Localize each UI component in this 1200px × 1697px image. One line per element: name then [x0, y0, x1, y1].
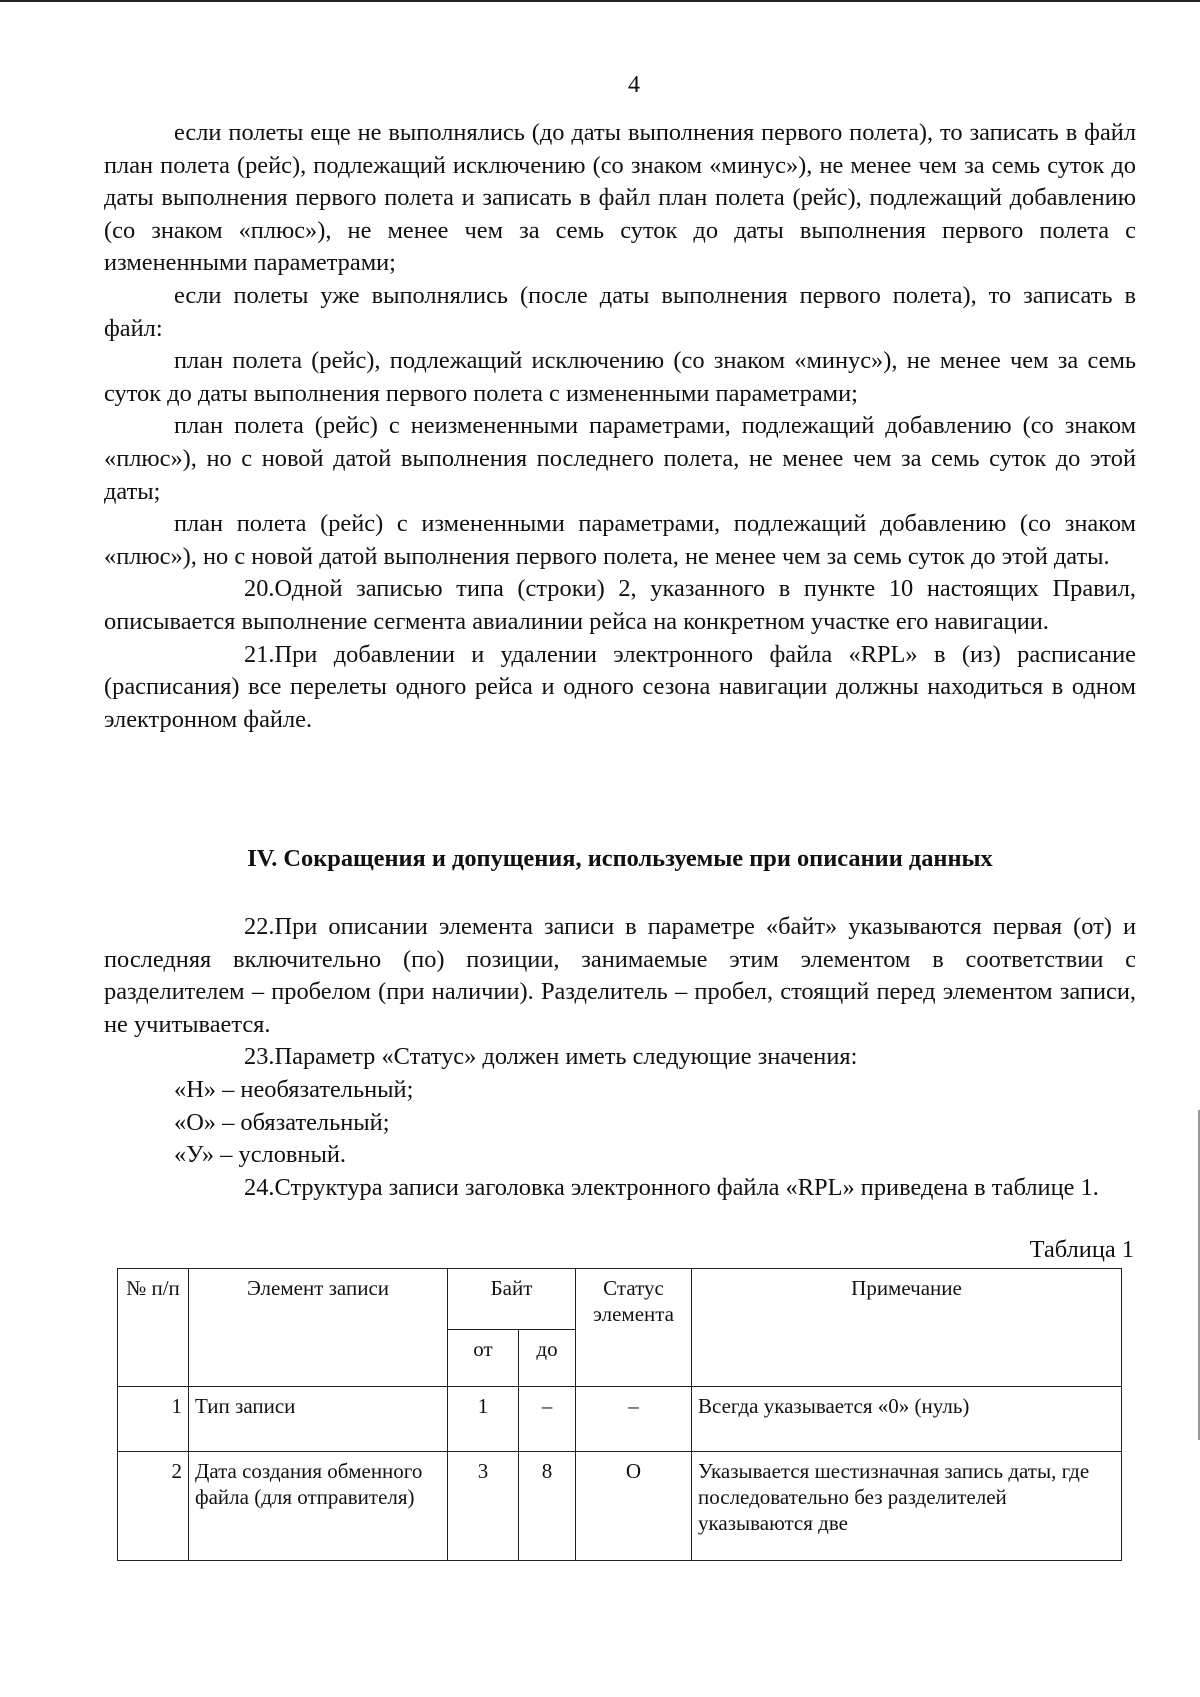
body-text-bottom — [104, 911, 1136, 1204]
header-note: Примечание — [692, 1269, 1122, 1387]
header-to: до — [519, 1330, 576, 1387]
cell-element: Тип записи — [189, 1387, 448, 1452]
numbered-paragraph-24 — [104, 1172, 1136, 1205]
cell-element: Дата создания обменного файла (для отправителя) — [189, 1452, 448, 1561]
item-text: Параметр «Статус» должен иметь следующие значения: — [274, 1043, 858, 1071]
status-value-required: «О» – обязательный; — [174, 1108, 390, 1136]
status-value-conditional: «У» – условный. — [174, 1141, 347, 1169]
numbered-paragraph-22 — [104, 911, 1136, 1041]
item-text: При добавлении и удалении электронного файла «RPL» в (из) расписание (расписания) все перелеты одного рейса и одного сезона навигации должны находиться в одном электронном файле. — [104, 640, 1136, 733]
paragraph: план полета (рейс), подлежащий исключению (со знаком «минус»), не менее чем за семь суток до даты выполнения первого полета с измененными параметрами; — [104, 347, 1136, 407]
body-text-top — [104, 117, 1136, 736]
header-from: от — [448, 1330, 519, 1387]
numbered-paragraph-23 — [104, 1041, 1136, 1074]
cell-to: – — [519, 1387, 576, 1452]
header-status: Статус элемента — [576, 1269, 692, 1387]
header-byte: Байт — [448, 1269, 576, 1330]
table-row — [118, 1452, 1122, 1561]
numbered-paragraph-21 — [104, 639, 1136, 737]
section-heading: IV. Сокращения и допущения, используемые при описании данных — [247, 845, 993, 872]
item-text: Структура записи заголовка электронного файла «RPL» приведена в таблице 1. — [274, 1173, 1099, 1201]
cell-status: О — [576, 1452, 692, 1561]
item-number: 24. — [244, 1173, 275, 1201]
item-number: 21. — [244, 640, 275, 668]
header-element: Элемент записи — [189, 1269, 448, 1387]
page-top-edge — [0, 0, 1200, 2]
item-number: 20. — [244, 575, 275, 603]
cell-to: 8 — [519, 1452, 576, 1561]
paragraph: если полеты уже выполнялись (после даты выполнения первого полета), то записать в файл: — [104, 281, 1136, 342]
cell-from: 3 — [448, 1452, 519, 1561]
header-num: № п/п — [118, 1269, 189, 1387]
record-structure-table — [117, 1268, 1122, 1561]
table-header-row — [118, 1269, 1122, 1330]
cell-note: Всегда указывается «0» (нуль) — [692, 1387, 1122, 1452]
cell-note: Указывается шестизначная запись даты, где последовательно без разделителей указываются две — [692, 1452, 1122, 1561]
status-value-optional: «Н» – необязательный; — [174, 1075, 414, 1103]
cell-from: 1 — [448, 1387, 519, 1452]
item-text: При описании элемента записи в параметре «байт» указываются первая (от) и последняя включительно (по) позиции, занимаемые этим элементом в соответствии с разделителем – пробелом (при наличии). Разделитель – пробел, стоящий перед элементом записи, не учитывается. — [104, 913, 1136, 1038]
table-row — [118, 1387, 1122, 1452]
paragraph: план полета (рейс) с измененными параметрами, подлежащий добавлению (со знаком «плюс»), но с новой датой выполнения первого полета, не менее чем за семь суток до этой даты. — [104, 510, 1136, 570]
item-number: 22. — [244, 913, 275, 940]
cell-num: 1 — [118, 1387, 189, 1452]
table-caption: Таблица 1 — [1029, 1236, 1134, 1263]
numbered-paragraph-20 — [104, 573, 1136, 638]
paragraph: если полеты еще не выполнялись (до даты выполнения первого полета), то записать в файл план полета (рейс), подлежащий исключению (со знаком «минус»), не менее чем за семь суток до даты выполнения первого полета и записать в файл план полета (рейс), подлежащий добавлению (со знаком «плюс»), не менее чем за семь суток до даты выполнения первого полета с измененными параметрами; — [104, 119, 1136, 277]
item-text: Одной записью типа (строки) 2, указанного в пункте 10 настоящих Правил, описывается выполнение сегмента авиалинии рейса на конкретном участке его навигации. — [104, 575, 1136, 635]
cell-status: – — [576, 1387, 692, 1452]
paragraph: план полета (рейс) с неизмененными параметрами, подлежащий добавлению (со знаком «плюс»), но с новой датой выполнения последнего полета, не менее чем за семь суток до этой даты; — [104, 412, 1136, 505]
cell-num: 2 — [118, 1452, 189, 1561]
page-number: 4 — [628, 72, 640, 98]
item-number: 23. — [244, 1043, 275, 1071]
